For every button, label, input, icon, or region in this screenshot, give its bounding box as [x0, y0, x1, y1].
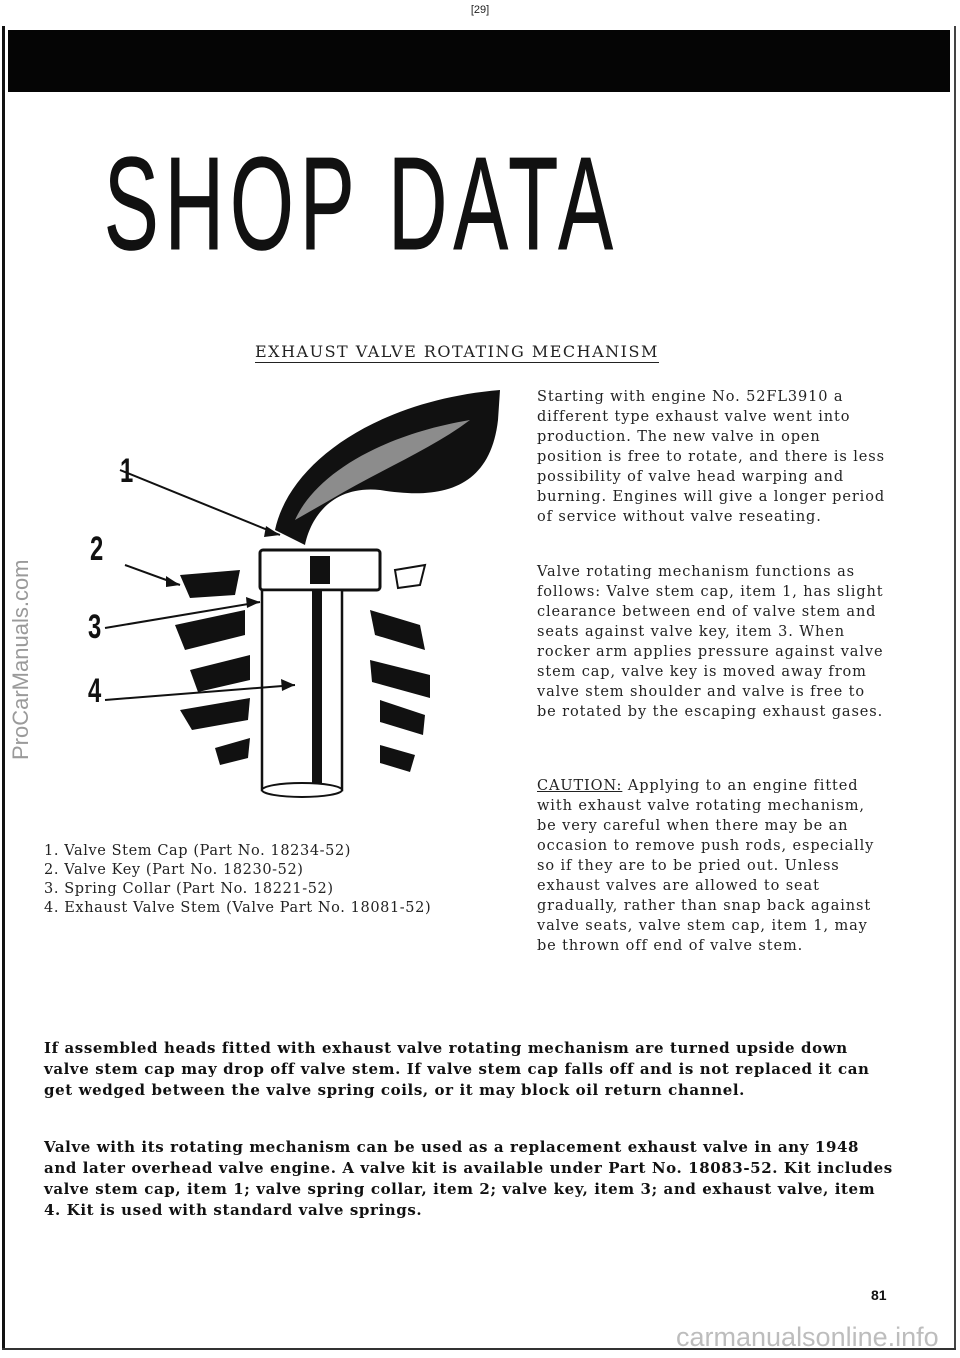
page-title: SHOP DATA: [104, 130, 620, 277]
parts-list-item-1: 1. Valve Stem Cap (Part No. 18234-52): [44, 843, 352, 859]
function-paragraph: [537, 562, 890, 722]
replacement-valve-paragraph: Valve with its rotating mechanism can be used as a replacement exhaust valve in any 1948 and later overhead valve engine. A valve kit is available under Part No. 18083-52. Kit includes valve stem cap, item 1; valve spring collar, item 2; valve key, item 3; and exhaust valve, item 4. Kit is used with standard valve springs.: [44, 1138, 893, 1219]
valve-mechanism-illustration: [80, 380, 520, 800]
callout-1: 1: [120, 452, 134, 490]
caution-paragraph: [537, 776, 890, 956]
function-text: Valve rotating mechanism functions as follows: Valve stem cap, item 1, has slight clearance between end of valve stem and seats against valve key, item 3. When rocker arm applies pressure against valve stem cap, valve key is moved away from valve stem shoulder and valve is free to be rotated by the escaping exhaust gases.: [537, 564, 884, 720]
callout-3: 3: [88, 608, 102, 646]
parts-list-item-2: 2. Valve Key (Part No. 18230-52): [44, 862, 304, 878]
page-number-top: [29]: [470, 4, 490, 16]
callout-2: 2: [90, 530, 104, 568]
caution-text-block: [537, 776, 890, 956]
caution-label: CAUTION:: [537, 778, 623, 794]
page-border-left: [2, 26, 5, 1350]
assembled-heads-paragraph: If assembled heads fitted with exhaust valve rotating mechanism are turned upside down valve stem cap may drop off valve stem. If valve stem cap falls off and is not replaced it can get wedged between the valve spring coils, or it may block oil return channel.: [44, 1039, 870, 1099]
parts-list-item-3: 3. Spring Collar (Part No. 18221-52): [44, 881, 334, 897]
callout-4: 4: [88, 672, 102, 710]
parts-list: [44, 842, 544, 918]
header-bar: [8, 30, 950, 92]
valve-mechanism-diagram: [80, 380, 520, 800]
intro-text: Starting with engine No. 52FL3910 a different type exhaust valve went into production. The new valve in open position is free to rotate, and there is less possibility of valve head warping and burning. Engines will give a longer period of service without valve reseating.: [537, 389, 886, 525]
page-number-footer: 81: [871, 1287, 887, 1303]
caution-text: Applying to an engine fitted with exhaust valve rotating mechanism, be very careful when there may be an occasion to remove push rods, especially so if they are to be pried out. Unless exhaust valves are allowed to seat gradually, rather than snap back against valve seats, valve stem cap, item 1, may be thrown off end of valve stem.: [537, 778, 875, 954]
section-heading: EXHAUST VALVE ROTATING MECHANISM: [255, 342, 659, 361]
page-border-right: [954, 26, 956, 1350]
watermark-left: ProCarManuals.com: [8, 559, 33, 760]
intro-paragraph: [537, 387, 890, 527]
parts-list-item-4: 4. Exhaust Valve Stem (Valve Part No. 18081-52): [44, 900, 432, 916]
watermark-bottom: carmanualsonline.info: [676, 1322, 939, 1352]
